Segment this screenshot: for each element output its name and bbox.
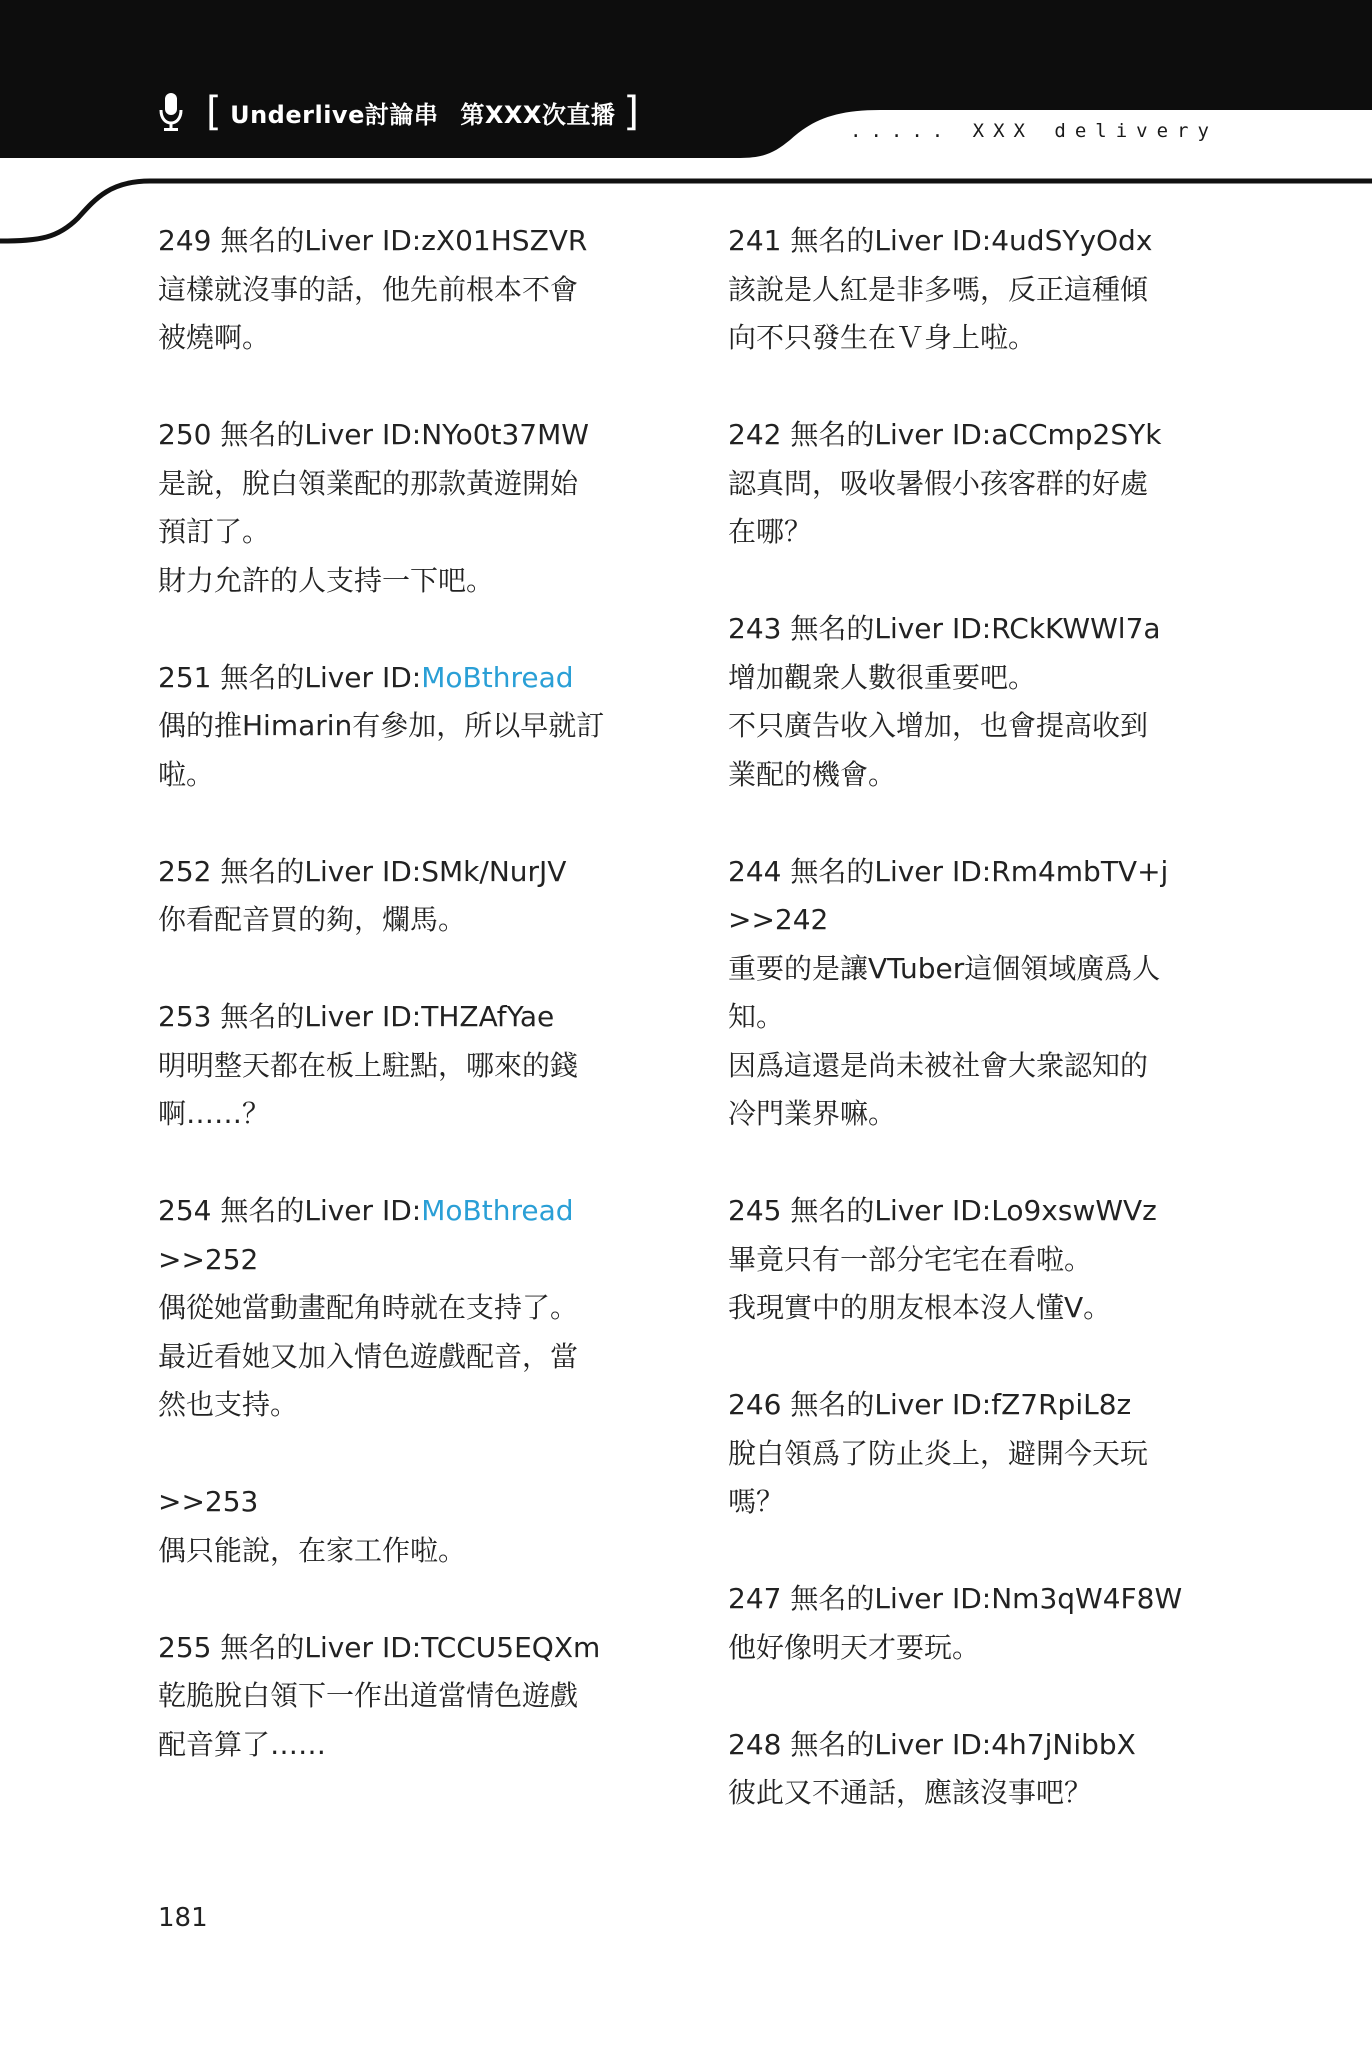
poster-name: 無名的Liver [790, 418, 944, 451]
post-243 [728, 605, 1228, 799]
post-line: 他好像明天才要玩。 [728, 1630, 981, 1664]
post-line: 啊……？ [158, 1097, 271, 1130]
post-header [158, 654, 658, 703]
post-line: 然也支持。 [158, 1388, 299, 1421]
post-body-block [728, 1769, 1228, 1818]
post-241 [728, 217, 1228, 363]
id-label: ID: [381, 854, 422, 888]
poster-id: NYo0t37MW [421, 418, 589, 451]
id-label: ID: [951, 1194, 992, 1227]
post-254 [158, 1187, 658, 1575]
poster-id: TCCU5EQXm [421, 1630, 601, 1664]
poster-name: 無名的Liver [790, 1388, 944, 1421]
post-line: 我現實中的朋友根本沒人懂V。 [728, 1291, 1112, 1324]
post-number: 242 [728, 418, 782, 451]
poster-name: 無名的Liver [220, 418, 374, 451]
post-header [728, 1575, 1228, 1624]
poster-id: 4h7jNibbX [991, 1727, 1136, 1761]
post-number: 254 [158, 1194, 212, 1227]
post-number: 243 [728, 612, 782, 645]
post-line: 業配的機會。 [728, 757, 897, 791]
poster-id: SMk/NurJV [421, 854, 567, 888]
post-header [728, 1381, 1228, 1430]
post-line: 偶從她當動畫配角時就在支持了。 [158, 1291, 579, 1324]
post-line: 預訂了。 [158, 515, 271, 548]
poster-id: aCCmp2SYk [991, 418, 1162, 451]
poster-name: 無名的Liver [790, 1727, 944, 1761]
post-line: >>253 [158, 1485, 259, 1518]
post-body-block [158, 460, 658, 606]
right-column [728, 217, 1228, 1866]
post-body-block [728, 896, 1228, 1139]
post-line: 偶的推Himarin有參加，所以早就訂 [158, 709, 605, 742]
post-line: 乾脆脫白領下一作出道當情色遊戲 [158, 1679, 579, 1712]
post-line: 被燒啊。 [158, 321, 271, 354]
poster-name: 無名的Liver [790, 854, 944, 888]
post-body-block [728, 1236, 1228, 1333]
poster-name: 無名的Liver [220, 1194, 374, 1227]
poster-name: 無名的Liver [790, 612, 944, 645]
post-line: 脫白領爲了防止炎上，避開今天玩 [728, 1436, 1149, 1470]
post-number: 247 [728, 1582, 782, 1615]
poster-id: RCkKWWl7a [991, 612, 1161, 645]
post-number: 250 [158, 418, 212, 451]
id-label: ID: [951, 418, 992, 451]
post-247 [728, 1575, 1228, 1672]
id-label: ID: [951, 1388, 992, 1421]
post-body-block [728, 1624, 1228, 1673]
poster-name: 無名的Liver [220, 660, 374, 694]
header-bracket-open: [ [206, 89, 223, 135]
post-number: 246 [728, 1388, 782, 1421]
poster-name: 無名的Liver [220, 854, 374, 888]
post-line: 嗎？ [728, 1485, 785, 1518]
post-line: 向不只發生在Ｖ身上啦。 [728, 321, 1037, 354]
post-header [728, 1187, 1228, 1236]
id-label: ID: [381, 224, 422, 257]
id-label: ID: [381, 1194, 422, 1227]
poster-name: 無名的Liver [790, 1582, 944, 1615]
poster-name: 無名的Liver [790, 1194, 944, 1227]
poster-name: 無名的Liver [220, 1630, 374, 1664]
id-label: ID: [951, 224, 992, 257]
poster-id: Nm3qW4F8W [991, 1582, 1183, 1615]
page-number: 181 [158, 1903, 208, 1933]
poster-id: Lo9xswWVz [991, 1194, 1157, 1227]
post-line: 你看配音買的夠，爛馬。 [158, 903, 467, 936]
post-line: 財力允許的人支持一下吧。 [158, 563, 495, 597]
post-number: 251 [158, 660, 212, 694]
post-header [158, 1187, 658, 1236]
post-body-block [158, 1672, 658, 1769]
post-248 [728, 1721, 1228, 1818]
post-number: 244 [728, 854, 782, 888]
post-header [728, 848, 1228, 897]
post-line: 是說，脫白領業配的那款黃遊開始 [158, 466, 579, 500]
post-body-block [158, 1478, 658, 1575]
post-header [158, 411, 658, 460]
poster-name: 無名的Liver [220, 224, 374, 257]
id-label: ID: [951, 612, 992, 645]
post-header [158, 993, 658, 1042]
post-body-block [728, 654, 1228, 800]
post-252 [158, 848, 658, 945]
microphone-icon [158, 92, 184, 132]
header-bracket-close: ] [623, 89, 640, 135]
id-label: ID: [381, 1630, 422, 1664]
id-label: ID: [951, 1582, 992, 1615]
post-header [158, 1624, 658, 1673]
post-line: 認真問，吸收暑假小孩客群的好處 [728, 466, 1149, 500]
post-line: 重要的是讓VTuber這個領域廣爲人 [728, 951, 1161, 985]
post-line: 最近看她又加入情色遊戲配音，當 [158, 1339, 579, 1373]
id-label: ID: [381, 660, 422, 694]
post-body-block [158, 702, 658, 799]
post-line: 不只廣告收入增加，也會提高收到 [728, 709, 1149, 742]
poster-id: MoBthread [421, 660, 574, 694]
post-header [158, 217, 658, 266]
post-number: 249 [158, 224, 212, 257]
header-title: Underlive討論串 [230, 100, 439, 129]
header-title-bar [158, 89, 647, 135]
post-line: 冷門業界嘛。 [728, 1097, 897, 1130]
id-label: ID: [951, 854, 992, 888]
post-line: 明明整天都在板上駐點，哪來的錢 [158, 1048, 579, 1082]
post-244 [728, 848, 1228, 1139]
post-250 [158, 411, 658, 605]
post-line: 啦。 [158, 757, 215, 791]
poster-id: fZ7RpiL8z [991, 1388, 1132, 1421]
poster-id: zX01HSZVR [421, 224, 588, 257]
poster-id: THZAfYae [421, 1000, 555, 1033]
post-header [158, 848, 658, 897]
post-body-block [728, 266, 1228, 363]
post-header [728, 605, 1228, 654]
post-header [728, 411, 1228, 460]
post-line: 彼此又不通話，應該沒事吧？ [728, 1776, 1093, 1809]
post-line: 在哪？ [728, 515, 813, 548]
post-line: >>242 [728, 903, 829, 936]
header-episode: 第XXX次直播 [460, 100, 616, 129]
id-label: ID: [381, 1000, 422, 1033]
left-column [158, 217, 658, 1818]
post-body-block [158, 1236, 658, 1430]
post-header [728, 1721, 1228, 1770]
post-number: 241 [728, 224, 782, 257]
post-line: 該說是人紅是非多嗎，反正這種傾 [728, 272, 1149, 306]
post-body-block [728, 1430, 1228, 1527]
post-249 [158, 217, 658, 363]
header-subtitle: ..... XXX delivery [850, 120, 1218, 142]
post-line: 增加觀衆人數很重要吧。 [728, 660, 1037, 694]
post-line: 畢竟只有一部分宅宅在看啦。 [728, 1242, 1093, 1276]
poster-name: 無名的Liver [220, 1000, 374, 1033]
post-line: 這樣就沒事的話，他先前根本不會 [158, 272, 579, 306]
post-header [728, 217, 1228, 266]
post-line: 知。 [728, 1000, 785, 1033]
post-251 [158, 654, 658, 800]
post-body-block [158, 1042, 658, 1139]
post-line: >>252 [158, 1242, 259, 1276]
post-body-block [158, 266, 658, 363]
post-number: 245 [728, 1194, 782, 1227]
post-242 [728, 411, 1228, 557]
post-line: 偶只能說，在家工作啦。 [158, 1533, 467, 1567]
post-255 [158, 1624, 658, 1770]
post-245 [728, 1187, 1228, 1333]
poster-id: MoBthread [421, 1194, 574, 1227]
poster-id: Rm4mbTV+j [991, 854, 1169, 888]
post-body-block [158, 896, 658, 945]
post-line: 因爲這還是尚未被社會大衆認知的 [728, 1048, 1149, 1082]
poster-id: 4udSYyOdx [991, 224, 1153, 257]
post-number: 248 [728, 1727, 782, 1761]
post-line: 配音算了…… [158, 1727, 327, 1761]
post-number: 252 [158, 854, 212, 888]
post-253 [158, 993, 658, 1139]
post-246 [728, 1381, 1228, 1527]
post-number: 253 [158, 1000, 212, 1033]
poster-name: 無名的Liver [790, 224, 944, 257]
post-number: 255 [158, 1630, 212, 1664]
id-label: ID: [951, 1727, 992, 1761]
id-label: ID: [381, 418, 422, 451]
post-body-block [728, 460, 1228, 557]
